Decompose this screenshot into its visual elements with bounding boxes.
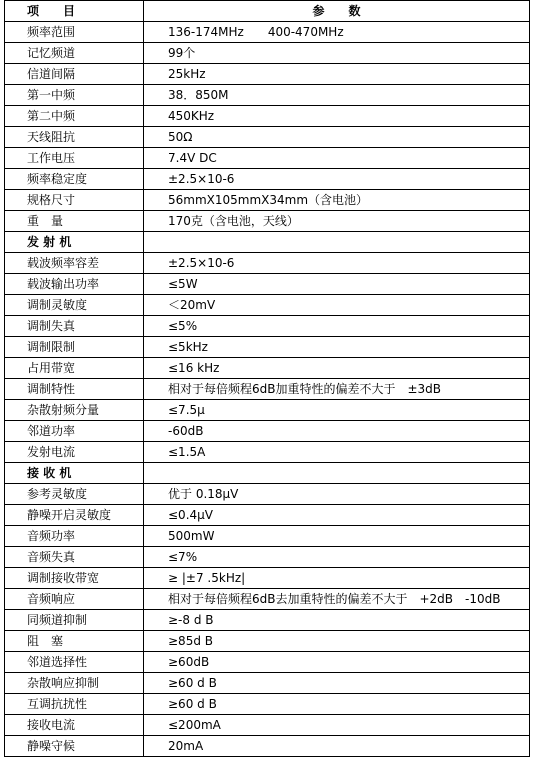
param-label: 规格尺寸 xyxy=(5,190,144,211)
table-row xyxy=(5,421,530,442)
section-value xyxy=(144,463,530,484)
table-row xyxy=(5,484,530,505)
param-label: 第一中频 xyxy=(5,85,144,106)
table-row xyxy=(5,85,530,106)
param-label: 记忆频道 xyxy=(5,43,144,64)
param-label: 载波输出功率 xyxy=(5,274,144,295)
table-row xyxy=(5,211,530,232)
table-row xyxy=(5,169,530,190)
table-row xyxy=(5,43,530,64)
table-row xyxy=(5,316,530,337)
table-row xyxy=(5,631,530,652)
param-label: 音频功率 xyxy=(5,526,144,547)
param-value: 99个 xyxy=(144,43,530,64)
table-row xyxy=(5,589,530,610)
param-value: 25kHz xyxy=(144,64,530,85)
param-label: 杂散响应抑制 xyxy=(5,673,144,694)
param-label: 占用带宽 xyxy=(5,358,144,379)
param-label: 阻 塞 xyxy=(5,631,144,652)
table-row xyxy=(5,106,530,127)
param-label: 信道间隔 xyxy=(5,64,144,85)
param-value: ≥60dB xyxy=(144,652,530,673)
table-row xyxy=(5,442,530,463)
param-value: ≤1.5A xyxy=(144,442,530,463)
table-row xyxy=(5,568,530,589)
param-value: ≥60 d B xyxy=(144,694,530,715)
param-label: 邻道选择性 xyxy=(5,652,144,673)
param-value: 56mmX105mmX34mm（含电池） xyxy=(144,190,530,211)
param-value: ±2.5×10-6 xyxy=(144,169,530,190)
table-row xyxy=(5,358,530,379)
table-row xyxy=(5,505,530,526)
table-row xyxy=(5,64,530,85)
param-value: 相对于每倍频程6dB去加重特性的偏差不大于 +2dB -10dB xyxy=(144,589,530,610)
spec-table-body xyxy=(5,1,530,757)
param-value: ≤5W xyxy=(144,274,530,295)
table-row xyxy=(5,274,530,295)
table-row xyxy=(5,526,530,547)
table-row xyxy=(5,673,530,694)
section-value xyxy=(144,232,530,253)
param-value: ≤5kHz xyxy=(144,337,530,358)
param-value: ≤7.5μ xyxy=(144,400,530,421)
param-value: ≥-8 d B xyxy=(144,610,530,631)
table-row xyxy=(5,694,530,715)
table-row xyxy=(5,736,530,757)
table-row xyxy=(5,190,530,211)
param-value: 50Ω xyxy=(144,127,530,148)
param-label: 调制接收带宽 xyxy=(5,568,144,589)
header-item: 项 目 xyxy=(5,1,144,22)
param-value: 136-174MHz 400-470MHz xyxy=(144,22,530,43)
section-header-row xyxy=(5,463,530,484)
param-label: 邻道功率 xyxy=(5,421,144,442)
param-value: ≤200mA xyxy=(144,715,530,736)
param-label: 频率范围 xyxy=(5,22,144,43)
param-label: 杂散射频分量 xyxy=(5,400,144,421)
param-label: 调制特性 xyxy=(5,379,144,400)
param-value: 优于 0.18μV xyxy=(144,484,530,505)
param-label: 调制灵敏度 xyxy=(5,295,144,316)
param-label: 互调抗扰性 xyxy=(5,694,144,715)
table-row xyxy=(5,610,530,631)
header-params: 参 数 xyxy=(144,1,530,22)
param-label: 接收电流 xyxy=(5,715,144,736)
spec-table xyxy=(4,0,530,757)
param-label: 参考灵敏度 xyxy=(5,484,144,505)
param-value: ≤7% xyxy=(144,547,530,568)
param-label: 天线阻抗 xyxy=(5,127,144,148)
section-label: 接 收 机 xyxy=(5,463,144,484)
table-header-row xyxy=(5,1,530,22)
param-label: 音频响应 xyxy=(5,589,144,610)
param-value: 相对于每倍频程6dB加重特性的偏差不大于 ±3dB xyxy=(144,379,530,400)
table-row xyxy=(5,127,530,148)
table-row xyxy=(5,400,530,421)
param-label: 静噪开启灵敏度 xyxy=(5,505,144,526)
param-label: 重 量 xyxy=(5,211,144,232)
table-row xyxy=(5,148,530,169)
param-value: ≥60 d B xyxy=(144,673,530,694)
param-value: 170克（含电池，天线） xyxy=(144,211,530,232)
param-value: 500mW xyxy=(144,526,530,547)
param-label: 频率稳定度 xyxy=(5,169,144,190)
param-label: 音频失真 xyxy=(5,547,144,568)
param-label: 调制限制 xyxy=(5,337,144,358)
table-row xyxy=(5,295,530,316)
param-value: ＜20mV xyxy=(144,295,530,316)
param-label: 工作电压 xyxy=(5,148,144,169)
param-value: ≤0.4μV xyxy=(144,505,530,526)
table-row xyxy=(5,379,530,400)
section-header-row xyxy=(5,232,530,253)
table-row xyxy=(5,715,530,736)
param-value: 20mA xyxy=(144,736,530,757)
param-label: 静噪守候 xyxy=(5,736,144,757)
table-row xyxy=(5,652,530,673)
param-label: 同频道抑制 xyxy=(5,610,144,631)
param-label: 调制失真 xyxy=(5,316,144,337)
param-value: 38．850M xyxy=(144,85,530,106)
table-row xyxy=(5,253,530,274)
param-value: ≤16 kHz xyxy=(144,358,530,379)
param-value: ≤5% xyxy=(144,316,530,337)
table-row xyxy=(5,547,530,568)
section-label: 发 射 机 xyxy=(5,232,144,253)
param-label: 第二中频 xyxy=(5,106,144,127)
table-row xyxy=(5,22,530,43)
param-value: -60dB xyxy=(144,421,530,442)
param-label: 发射电流 xyxy=(5,442,144,463)
param-value: 450KHz xyxy=(144,106,530,127)
param-value: ≥85d B xyxy=(144,631,530,652)
param-value: ≥ |±7 .5kHz| xyxy=(144,568,530,589)
param-label: 载波频率容差 xyxy=(5,253,144,274)
param-value: ±2.5×10-6 xyxy=(144,253,530,274)
table-row xyxy=(5,337,530,358)
param-value: 7.4V DC xyxy=(144,148,530,169)
